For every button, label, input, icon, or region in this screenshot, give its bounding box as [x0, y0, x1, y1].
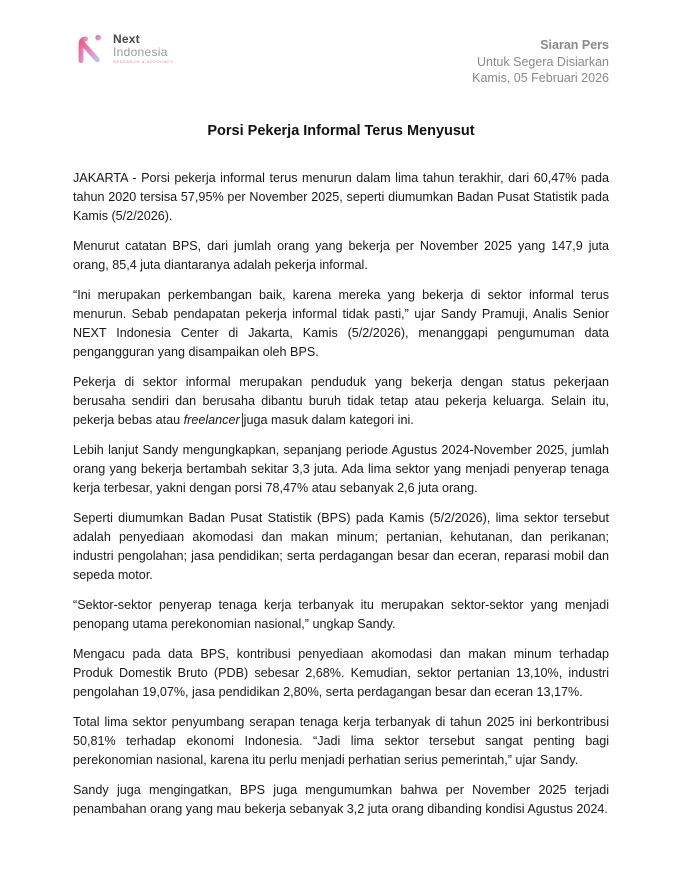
paragraph-8: Mengacu pada data BPS, kontribusi penyediaan akomodasi dan makan minum terhadap Produk Domestik Bruto (PDB) sebesar 2,68%. Kemudian, sektor pertanian 13,10%, industri pengolahan 19,07%, jasa pendidikan 2,80%, serta perdagangan besar dan eceran 13,17%.	[73, 646, 609, 699]
article-body	[73, 169, 609, 819]
paragraph-5: Lebih lanjut Sandy mengungkapkan, sepanjang periode Agustus 2024-November 2025, jumlah orang yang bekerja bertambah sekitar 3,3 juta. Ada lima sektor yang menjadi penyerap tenaga kerja terbesar, yakni dengan porsi 78,47% atau sebanyak 2,6 juta orang.	[73, 442, 609, 495]
paragraph-3: “Ini merupakan perkembangan baik, karena mereka yang bekerja di sektor informal terus menurun. Sebab pendapatan pekerja informal tidak pasti,” ujar Sandy Pramuji, Analis Senior NEXT Indonesia Center di Jakarta, Kamis (5/2/2026), menanggapi pengumuman data pengangguran yang disampaikan oleh BPS.	[73, 287, 609, 359]
press-release-label: Siaran Pers	[540, 38, 609, 52]
logo-brand-region: Indonesia	[113, 45, 168, 59]
paragraph-4-text-after: juga masuk dalam kategori ini.	[243, 412, 414, 427]
paragraph-1: JAKARTA - Porsi pekerja informal terus menurun dalam lima tahun terakhir, dari 60,47% pada tahun 2020 tersisa 57,95% per November 2025, seperti diumumkan Badan Pusat Statistik pada Kamis (5/2/2026).	[73, 170, 609, 223]
paragraph-7: “Sektor-sektor penyerap tenaga kerja terbanyak itu merupakan sektor-sektor yang menjadi penopang utama perekonomian nasional,” ungkap Sandy.	[73, 597, 609, 631]
text-cursor	[242, 413, 243, 427]
logo-text	[113, 30, 174, 64]
paragraph-4-text: Pekerja di sektor informal merupakan penduduk yang bekerja dengan status pekerjaan berusaha sendiri dan berusaha dibantu buruh tidak tetap atau pekerja keluarga. Selain itu, pekerja bebas atau	[73, 374, 609, 427]
logo-brand-name: Next	[113, 32, 140, 46]
paragraph-6: Seperti diumumkan Badan Pusat Statistik (BPS) pada Kamis (5/2/2026), lima sektor tersebut adalah penyediaan akomodasi dan makan minum; pertanian, kehutanan, dan perikanan; industri pengolahan; jasa pendidikan; serta perdagangan besar dan eceran, reparasi mobil dan sepeda motor.	[73, 510, 609, 582]
page-title: Porsi Pekerja Informal Terus Menyusut	[207, 122, 475, 139]
press-info-block	[472, 30, 609, 87]
next-indonesia-logo-icon	[73, 30, 109, 68]
paragraph-2: Menurut catatan BPS, dari jumlah orang yang bekerja per November 2025 yang 147,9 juta orang, 85,4 juta diantaranya adalah pekerja informal.	[73, 238, 609, 272]
document-header	[73, 30, 609, 87]
logo-tagline: RESEARCH & ADVOCACY	[113, 59, 174, 64]
next-indonesia-logo	[73, 30, 174, 68]
paragraph-4	[73, 373, 609, 430]
paragraph-10: Sandy juga mengingatkan, BPS juga mengumumkan bahwa per November 2025 terjadi penambahan orang yang mau bekerja sebanyak 3,2 juta orang dibanding kondisi Agustus 2024.	[73, 782, 609, 816]
paragraph-9: Total lima sektor penyumbang serapan tenaga kerja terbanyak di tahun 2025 ini berkontribusi 50,81% terhadap ekonomi Indonesia. “Jadi lima sektor tersebut sangat penting bagi perekonomian nasional, karena itu perlu menjadi perhatian serius pemerintah,” ujar Sandy.	[73, 714, 609, 767]
paragraph-4-italic-word: freelancer	[183, 412, 240, 427]
release-instruction: Untuk Segera Disiarkan	[476, 54, 609, 69]
release-date: Kamis, 05 Februari 2026	[472, 71, 609, 85]
